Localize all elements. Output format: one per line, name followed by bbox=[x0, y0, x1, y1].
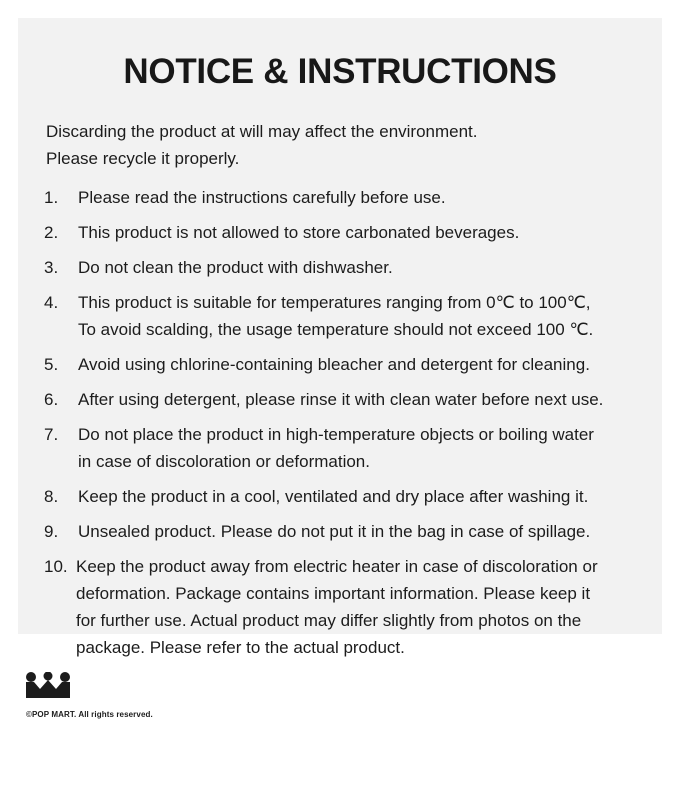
list-item-text: This product is not allowed to store carbonated beverages. bbox=[78, 223, 520, 242]
notice-panel bbox=[18, 18, 662, 657]
copyright-text: ©POP MART. All rights reserved. bbox=[26, 710, 153, 719]
intro-paragraph bbox=[46, 118, 636, 172]
list-item-text: Keep the product in a cool, ventilated and dry place after washing it. bbox=[78, 487, 589, 506]
list-item-number: 5. bbox=[44, 355, 59, 374]
footer bbox=[26, 672, 626, 719]
list-item bbox=[44, 351, 636, 378]
list-item bbox=[44, 483, 636, 510]
list-item bbox=[44, 553, 636, 661]
list-item bbox=[44, 386, 636, 413]
pop-mart-crown-icon bbox=[26, 672, 70, 698]
list-item bbox=[44, 254, 636, 281]
list-item-text: deformation. Package contains important information. Please keep it bbox=[76, 584, 591, 603]
list-item bbox=[44, 184, 636, 211]
list-item bbox=[44, 219, 636, 246]
list-item-number: 6. bbox=[44, 390, 59, 409]
list-item-text: Keep the product away from electric heater in case of discoloration or bbox=[76, 557, 598, 576]
list-item-text: This product is suitable for temperatures ranging from 0℃ to 100℃, bbox=[78, 293, 591, 312]
page-title: NOTICE & INSTRUCTIONS bbox=[123, 52, 557, 91]
list-item-text: package. Please refer to the actual product. bbox=[76, 638, 405, 657]
intro-line-2: Please recycle it properly. bbox=[46, 149, 240, 168]
list-item-number: 10. bbox=[44, 557, 68, 576]
list-item bbox=[44, 289, 636, 343]
list-item-number: 3. bbox=[44, 258, 59, 277]
list-item-number: 7. bbox=[44, 425, 59, 444]
intro-line-1: Discarding the product at will may affect the environment. bbox=[46, 122, 478, 141]
list-item-number: 2. bbox=[44, 223, 59, 242]
list-item-text: Do not clean the product with dishwasher. bbox=[78, 258, 393, 277]
list-item-text: Avoid using chlorine-containing bleacher and detergent for cleaning. bbox=[78, 355, 590, 374]
list-item-text: for further use. Actual product may differ slightly from photos on the bbox=[76, 611, 582, 630]
list-item-number: 8. bbox=[44, 487, 59, 506]
list-item-text: To avoid scalding, the usage temperature should not exceed 100 ℃. bbox=[78, 320, 594, 339]
list-item-number: 9. bbox=[44, 522, 59, 541]
list-item bbox=[44, 518, 636, 545]
list-item-number: 1. bbox=[44, 188, 59, 207]
list-item-text: Do not place the product in high-temperature objects or boiling water bbox=[78, 425, 594, 444]
list-item bbox=[44, 421, 636, 475]
instruction-list bbox=[44, 184, 636, 661]
list-item-text: in case of discoloration or deformation. bbox=[78, 452, 370, 471]
list-item-number: 4. bbox=[44, 293, 59, 312]
list-item-text: Unsealed product. Please do not put it in the bag in case of spillage. bbox=[78, 522, 591, 541]
list-item-text: Please read the instructions carefully before use. bbox=[78, 188, 446, 207]
list-item-text: After using detergent, please rinse it with clean water before next use. bbox=[78, 390, 604, 409]
